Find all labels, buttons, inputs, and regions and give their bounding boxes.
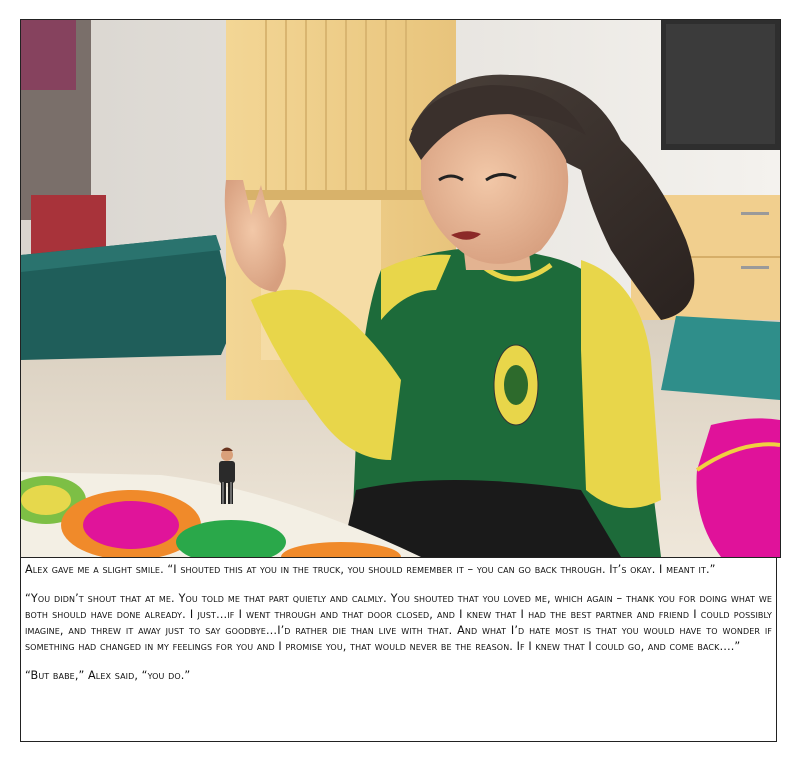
caption-paragraph-2: “You didn’t shout that at me. You told me that part quietly and calmly. You shouted that you loved me, which again – thank you for doing what we both should have done already. I just…if I went through and that door closed, and I knew that I had the best partner and friend I could possibly imagine, and threw it away just to say goodbye…I’d rather die than live with that. And what I’d hate most is that you would have to wonder if something had changed in my feelings for you and I promise you, that would never be the reason. If I knew that I could go, and come back….”: [25, 592, 772, 653]
pink-bag: [697, 418, 781, 557]
caption-paragraph-3: “But babe,” Alex said, “you do.”: [25, 669, 191, 682]
narration-caption-box: [20, 557, 777, 742]
scene-illustration: [21, 20, 780, 557]
rug: [661, 316, 780, 400]
comic-panel-illustration: [20, 19, 781, 558]
caption-paragraph-1: Alex gave me a slight smile. “I shouted this at you in the truck, you should remember it – you can go back through. It’s okay. I meant it.”: [25, 563, 716, 576]
